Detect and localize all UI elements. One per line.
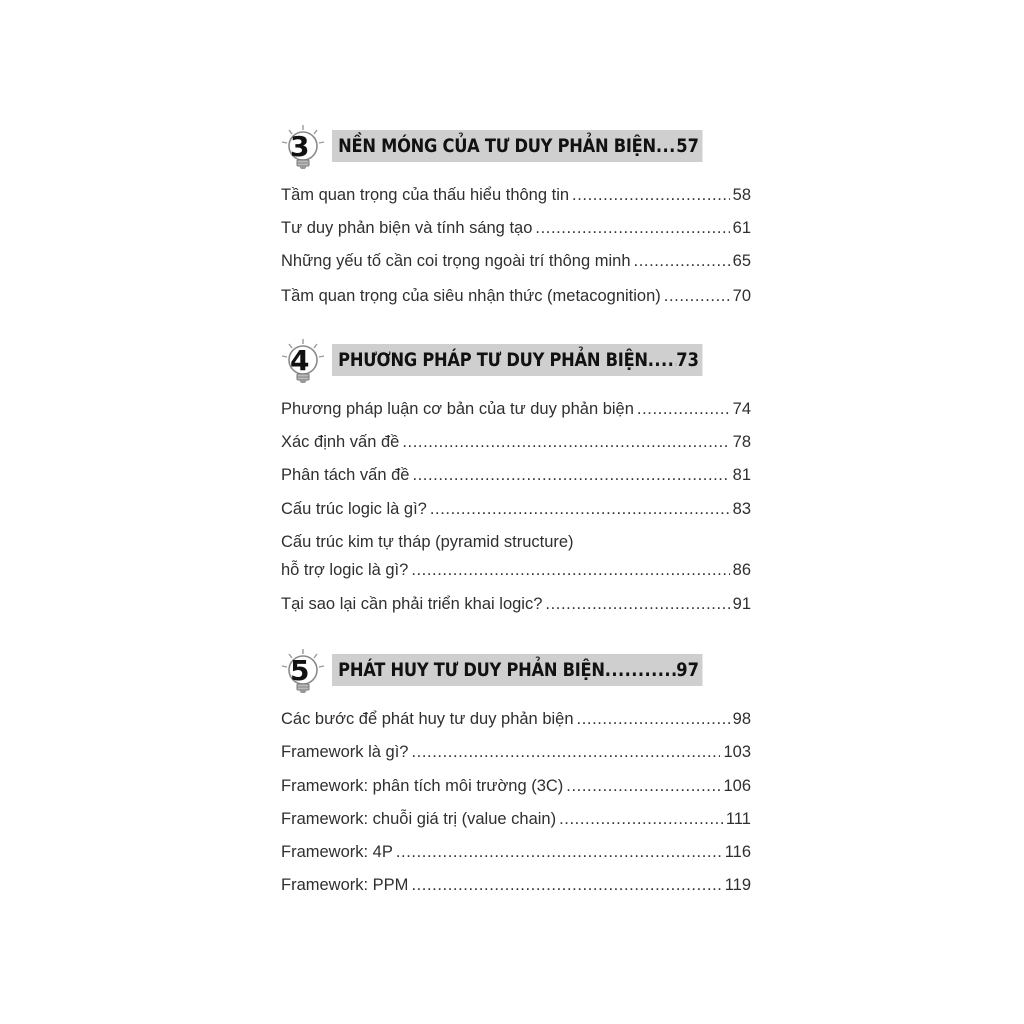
entry-page: 81 — [732, 466, 751, 484]
entry-page: 61 — [732, 219, 751, 237]
entry-title: Phân tách vấn đề — [281, 466, 410, 484]
entry-title: Framework: chuỗi giá trị (value chain) — [281, 810, 557, 828]
toc-entry[interactable] — [281, 595, 751, 614]
entry-title: Tư duy phản biện và tính sáng tạo — [281, 219, 533, 237]
dot-leader — [577, 710, 730, 729]
dot-leader — [648, 350, 677, 371]
entry-title: Tầm quan trọng của thấu hiểu thông tin — [281, 186, 570, 204]
toc-entry[interactable] — [281, 219, 751, 238]
dot-leader — [402, 433, 729, 452]
chapter-title: PHƯƠNG PHÁP TƯ DUY PHẢN BIỆN — [338, 349, 648, 371]
dot-leader — [634, 252, 730, 271]
dot-leader — [412, 466, 729, 485]
entry-page: 116 — [724, 843, 751, 861]
entry-page: 103 — [723, 743, 751, 761]
chapter-heading-5[interactable] — [280, 652, 755, 688]
toc-entry[interactable] — [281, 252, 751, 271]
entry-title: Cấu trúc logic là gì? — [281, 500, 427, 518]
dot-leader — [605, 660, 677, 681]
toc-entry[interactable] — [281, 743, 751, 762]
chapter-page: 73 — [676, 349, 699, 371]
entry-page: 86 — [732, 561, 751, 579]
toc-entry[interactable] — [281, 287, 751, 306]
chapter-title-bar — [332, 344, 702, 376]
entry-title-line1[interactable]: Cấu trúc kim tự tháp (pyramid structure) — [281, 533, 574, 551]
dot-leader — [396, 843, 722, 862]
toc-entry[interactable] — [281, 710, 751, 729]
dot-leader — [411, 876, 721, 895]
entry-page: 91 — [732, 595, 751, 613]
entry-page: 111 — [725, 810, 751, 828]
toc-entry[interactable] — [281, 561, 751, 580]
chapter-page: 97 — [676, 659, 699, 681]
dot-leader — [430, 500, 730, 519]
entry-title: Xác định vấn đề — [281, 433, 400, 451]
toc-entry[interactable] — [281, 400, 751, 419]
dot-leader — [545, 595, 729, 614]
entry-title: Framework: PPM — [281, 876, 409, 894]
entry-title: Tầm quan trọng của siêu nhận thức (metacognition) — [281, 287, 661, 305]
dot-leader — [572, 186, 730, 205]
toc-entry[interactable] — [281, 186, 751, 205]
toc-entry[interactable] — [281, 876, 751, 895]
chapter-title-bar — [332, 654, 702, 686]
entry-page: 98 — [732, 710, 751, 728]
dot-leader — [656, 136, 676, 157]
dot-leader — [411, 743, 720, 762]
dot-leader — [637, 400, 730, 419]
chapter-page: 57 — [676, 135, 699, 157]
chapter-title: NỀN MÓNG CỦA TƯ DUY PHẢN BIỆN — [338, 135, 656, 157]
toc-entry[interactable] — [281, 466, 751, 485]
entry-page: 78 — [732, 433, 751, 451]
toc-entry[interactable] — [281, 843, 751, 862]
entry-title: Tại sao lại cần phải triển khai logic? — [281, 595, 543, 613]
entry-page: 83 — [732, 500, 751, 518]
chapter-heading-4[interactable] — [280, 342, 755, 378]
entry-title: Phương pháp luận cơ bản của tư duy phản biện — [281, 400, 634, 418]
toc-entry[interactable] — [281, 777, 751, 796]
entry-page: 70 — [732, 287, 751, 305]
toc-entry[interactable] — [281, 433, 751, 452]
entry-page: 58 — [732, 186, 751, 204]
chapter-title-bar — [332, 130, 702, 162]
entry-page: 65 — [732, 252, 751, 270]
entry-title: hỗ trợ logic là gì? — [281, 561, 409, 579]
dot-leader — [566, 777, 720, 796]
chapter-number: 4 — [290, 344, 310, 377]
dot-leader — [559, 810, 723, 829]
chapter-number: 3 — [290, 130, 310, 163]
dot-leader — [535, 219, 729, 238]
entry-title: Framework là gì? — [281, 743, 409, 761]
chapter-number: 5 — [290, 654, 310, 687]
toc-entry[interactable] — [281, 500, 751, 519]
entry-page: 119 — [724, 876, 751, 894]
entry-title: Những yếu tố cần coi trọng ngoài trí thông minh — [281, 252, 631, 270]
dot-leader — [664, 287, 730, 306]
entry-title: Các bước để phát huy tư duy phản biện — [281, 710, 574, 728]
entry-title: Framework: 4P — [281, 843, 393, 861]
chapter-heading-3[interactable] — [280, 128, 755, 164]
entry-title: Framework: phân tích môi trường (3C) — [281, 777, 564, 795]
toc-entry[interactable] — [281, 810, 751, 829]
dot-leader — [411, 561, 729, 580]
chapter-title: PHÁT HUY TƯ DUY PHẢN BIỆN — [338, 659, 605, 681]
entry-page: 74 — [732, 400, 751, 418]
entry-page: 106 — [723, 777, 751, 795]
